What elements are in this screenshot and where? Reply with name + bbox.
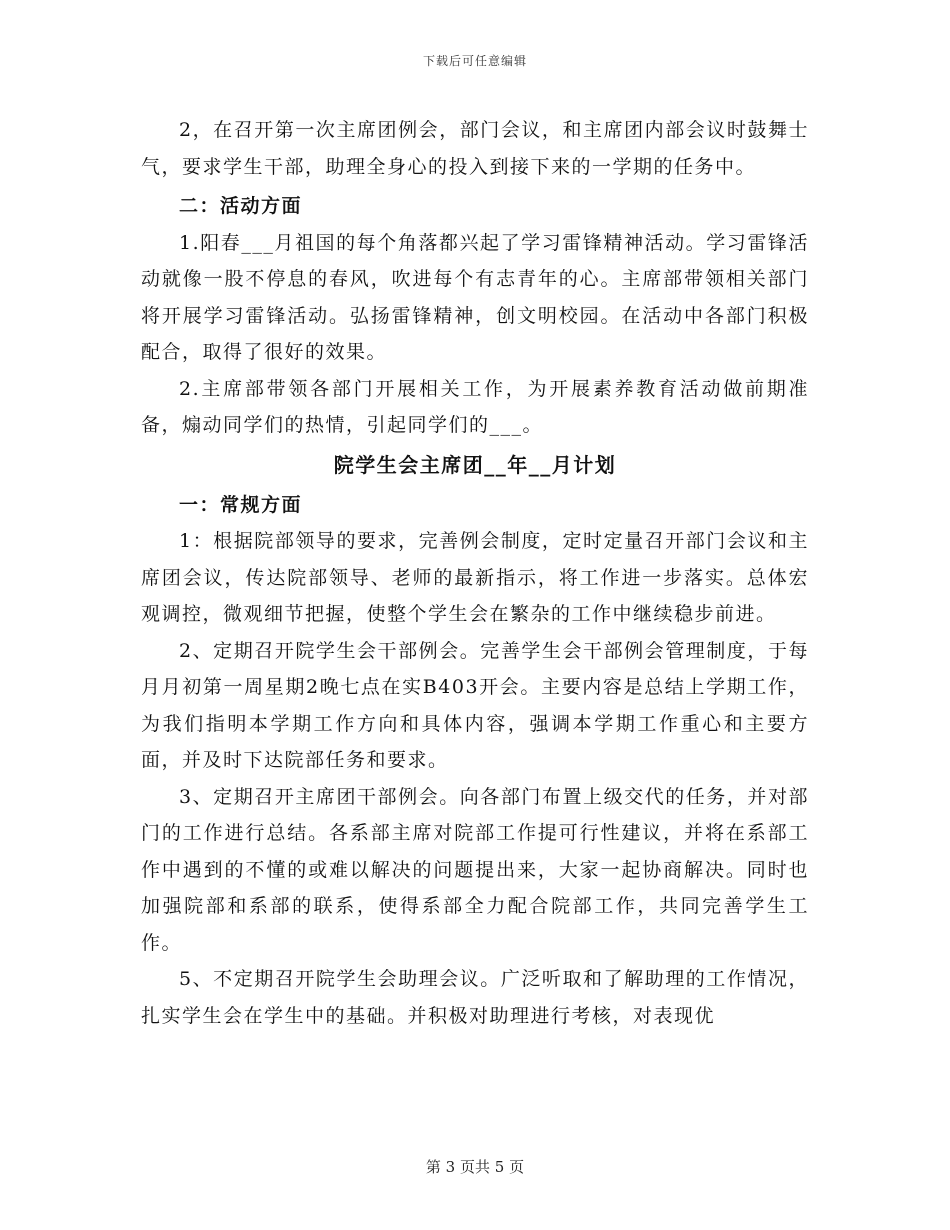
page-header: 下载后可任意编辑 — [422, 54, 527, 68]
paragraph-6: 3、定期召开主席团干部例会。向各部门布置上级交代的任务，并对部门的工作进行总结。各系部主席对院部工作提可行性建议，并将在系部工作中遇到的不懂的或难以解决的问题提出来，大家一起协商解决。同时也加强院部和系部的联系，使得系部全力配合院部工作，共同完善学生工作。 — [141, 785, 809, 954]
document-title: 院学生会主席团__年__月计划 — [333, 452, 617, 477]
document-body — [141, 112, 809, 1034]
paragraph-3: 2.主席部带领各部门开展相关工作，为开展素养教育活动做前期准备，煽动同学们的热情，引起同学们的___。 — [141, 377, 809, 436]
section-heading-activity: 二：活动方面 — [179, 195, 303, 217]
paragraph-4: 1：根据院部领导的要求，完善例会制度，定时定量召开部门会议和主席团会议，传达院部领导、老师的最新指示，将工作进一步落实。总体宏观调控，微观细节把握，使整个学生会在繁杂的工作中继续稳步前进。 — [141, 530, 809, 625]
page-footer: 第 3 页共 5 页 — [425, 1158, 525, 1176]
paragraph-1: 2，在召开第一次主席团例会，部门会议，和主席团内部会议时鼓舞士气，要求学生干部，助理全身心的投入到接下来的一学期的任务中。 — [141, 119, 809, 178]
paragraph-7: 5、不定期召开院学生会助理会议。广泛听取和了解助理的工作情况，扎实学生会在学生中的基础。并积极对助理进行考核，对表现优 — [141, 968, 809, 1027]
paragraph-5: 2、定期召开院学生会干部例会。完善学生会干部例会管理制度，于每月月初第一周星期2晚七点在实B403开会。主要内容是总结上学期工作，为我们指明本学期工作方向和具体内容，强调本学期工作重心和主要方面，并及时下达院部任务和要求。 — [141, 639, 809, 771]
paragraph-2: 1.阳春___月祖国的每个角落都兴起了学习雷锋精神活动。学习雷锋活动就像一股不停息的春风，吹进每个有志青年的心。主席部带领相关部门将开展学习雷锋活动。弘扬雷锋精神，创文明校园。在活动中各部门积极配合，取得了很好的效果。 — [141, 231, 809, 363]
section-heading-routine: 一：常规方面 — [179, 493, 303, 516]
